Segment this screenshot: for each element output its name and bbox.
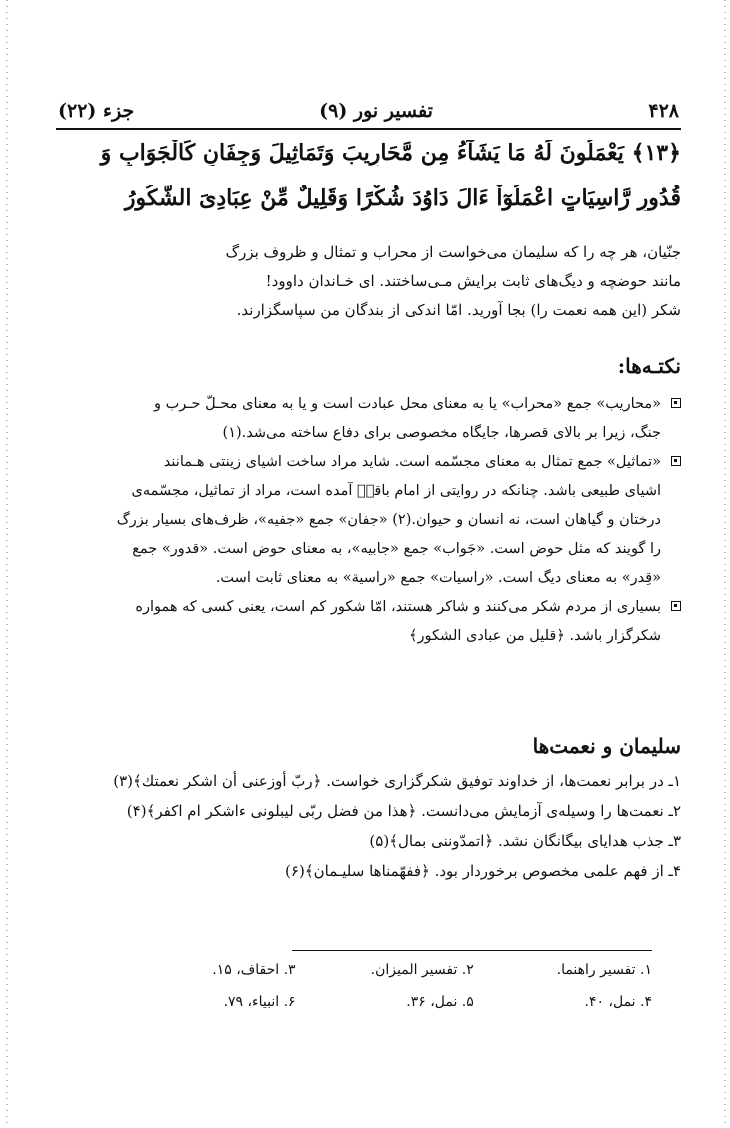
note-item: [56, 593, 681, 651]
square-bullet-icon: [671, 456, 681, 466]
note-item: [56, 448, 681, 593]
note-line: «تماثیل» جمع تمثال به معنای مجسّمه است. شاید مراد ساخت اشیای زینتی هـمانند: [163, 454, 661, 470]
note-line: «محاریب» جمع «محراب» یا به معنای محل عبادت است و یا به معنای محـلّ حـرب و: [154, 396, 661, 412]
list-item: ۴ـ از فهم علمی مخصوص برخوردار بود. ﴿ففهّمناها سلیـمان﴾(۶): [285, 862, 681, 880]
footnote: ۱. تفسیر راهنما.: [556, 962, 652, 978]
note-line: بسیاری از مردم شكر می‌كنند و شاكر هستند، امّا شكور كم است، یعنی كسی كه همواره: [135, 599, 661, 615]
notes-list: [56, 390, 681, 651]
note-line: اشیای طبیعی باشد. چنانكه در روایتی از امام باقرؑ آمده است، مراد از تماثیل، مجسّمه‌ی: [131, 483, 661, 499]
footnote: ۶. انبیاء، ۷۹.: [223, 994, 296, 1010]
note-line: شكرگزار باشد. ﴿قلیل من عبادی الشكور﴾: [409, 628, 661, 644]
note-line: جنگ، زیرا بر بالای قصرها، جایگاه مخصوصی برای دفاع ساخته می‌شد.(۱): [222, 425, 661, 441]
numbered-list: [56, 766, 681, 886]
footnote: ۲. تفسیر المیزان.: [370, 962, 474, 978]
translation-line: مانند حوضچه و دیگ‌های ثابت برایش مـی‌ساختند. ای خـاندان داوود!: [265, 272, 681, 290]
book-title: تفسیر نور (۹): [319, 100, 433, 122]
section-heading: سلیمان و نعمت‌ها: [532, 734, 681, 758]
note-item: [56, 390, 681, 448]
footnote: ۴. نمل، ۴۰.: [584, 994, 652, 1010]
square-bullet-icon: [671, 398, 681, 408]
translation-line: جنّیان، هر چه را كه سلیمان می‌خواست از محراب و تمثال و ظروف بزرگ: [225, 243, 681, 261]
square-bullet-icon: [671, 601, 681, 611]
scan-edge-left: [6, 0, 8, 1128]
note-line: درختان و گیاهان است، نه انسان و حیوان.(۲) «جفان» جمع «جفیه»، ظرف‌های بسیار بزرگ: [116, 512, 661, 528]
notes-heading: نكتـه‌ها:: [617, 354, 681, 378]
list-item: ۲ـ نعمت‌ها را وسیله‌ی آزمایش می‌دانست. ﴿هذا من فضل ربّی لیبلونی ءاشكر ام اكفر﴾(۴): [126, 802, 681, 820]
list-item: ۳ـ جذب هدایای بیگانگان نشد. ﴿اتمدّوننی بمال﴾(۵): [369, 832, 681, 850]
footnotes: [120, 962, 652, 1026]
scan-edge-right: [724, 0, 726, 1128]
note-line: «قِدر» به معنای دیگ است. «راسیات» جمع «راسیة» به معنای ثابت است.: [215, 570, 661, 586]
footnote-row: [120, 994, 652, 1026]
page-number: ۴۲۸: [648, 100, 679, 122]
list-item: ۱ـ در برابر نعمت‌ها، از خداوند توفیق شكرگزاری خواست. ﴿ربّ أوزعنی أن اشكر نعمتك﴾(۳): [113, 772, 681, 790]
verse-line-1: ﴿۱۳﴾ یَعْمَلُونَ لَهُ مَا یَشَآءُ مِن مَّحَارِیبَ وَتَمَاثِیلَ وَجِفَانٍ كَالْجَوَابِ وَ: [100, 140, 681, 166]
running-header: [56, 98, 681, 130]
note-line: را گویند كه مثل حوض است. «جَواب» جمع «جابیه»، به معنای حوض است. «قدور» جمع: [132, 541, 661, 557]
verse-line-2: قُدُورٍ رَّاسِیَاتٍ اعْمَلُوٓاْ ءَالَ دَاوُدَ شُكْرًا وَقَلِیلٌ مِّنْ عِبَادِیَ الشَّكُورُ: [124, 185, 681, 211]
footnote-row: [120, 962, 652, 994]
part-label: جزء (۲۲): [58, 100, 135, 122]
translation-line: شكر (این همه نعمت را) بجا آورید. امّا اندكی از بندگان من سپاسگزارند.: [236, 301, 681, 319]
footnote: ۵. نمل، ۳۶.: [406, 994, 474, 1010]
footnote-divider: [292, 950, 652, 951]
footnote: ۳. احقاف، ۱۵.: [212, 962, 296, 978]
translation: [56, 238, 681, 325]
